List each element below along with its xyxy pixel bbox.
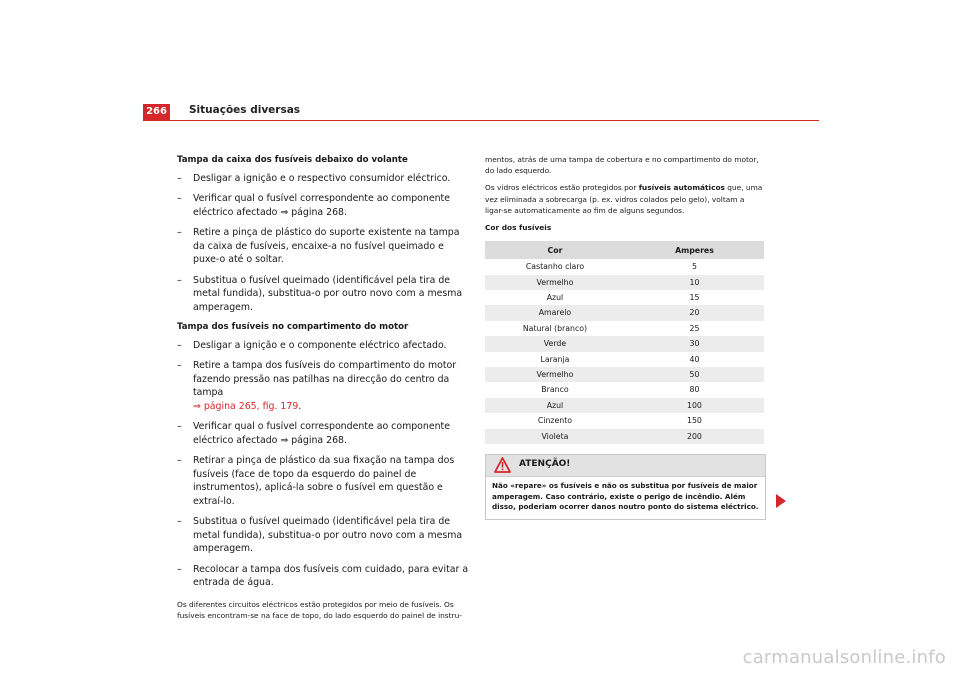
table-row — [485, 352, 764, 367]
step-item — [177, 172, 469, 186]
step-text: Verificar qual o fusível correspondente ao componente eléctrico afectado ⇒ página 268. — [193, 193, 450, 218]
step-text: Substitua o fusível queimado (identificável pela tira de metal fundida), substitua-o por outro novo com a mesma amperagem. — [193, 274, 463, 313]
fuse-note: Os diferentes circuitos eléctricos estão protegidos por meio de fusíveis. Os fusíveis encontram-se na face de topo, do lado esquerdo do painel de instru- — [177, 599, 462, 620]
table-row — [485, 382, 764, 397]
column-header-amperes: Amperes — [625, 241, 764, 259]
heading-fuse-box-engine: Tampa dos fusíveis no compartimento do motor — [177, 322, 409, 332]
step-item — [177, 339, 469, 353]
fuse-amperes-cell: 30 — [625, 336, 764, 351]
warning-header — [486, 455, 765, 477]
warning-text: Não «repare» os fusíveis e não os substitua por fusíveis de maior amperagem. Caso contrário, existe o perigo de incêndio. Além disso, poderiam ocorrer danos noutro ponto do sistema eléctrico. — [492, 480, 759, 512]
step-text: Desligar a ignição e o componente eléctrico afectado. — [193, 339, 447, 351]
step-text: Retirar a pinça de plástico da sua fixação na tampa dos fusíveis (face de topo da esquerdo do painel de instrumentos), aplicá-la sobre o fusível em questão e extraí-lo. — [193, 455, 455, 507]
table-row — [485, 305, 764, 320]
table-row — [485, 321, 764, 336]
step-text: Retire a pinça de plástico do suporte existente na tampa da caixa de fusíveis, encaixe-a no fusível queimado e puxe-o até o soltar. — [193, 227, 460, 265]
fuse-color-cell: Castanho claro — [525, 262, 585, 272]
bullet-dash: – — [177, 421, 182, 432]
auto-fuse-paragraph — [485, 182, 765, 216]
table-row — [485, 336, 764, 351]
bullet-dash: – — [177, 339, 182, 351]
table-row — [485, 367, 764, 382]
step-text: Recolocar a tampa dos fusíveis com cuidado, para evitar a entrada de água. — [193, 563, 469, 588]
left-column — [177, 154, 469, 621]
step-item — [177, 454, 469, 508]
continued-paragraph: mentos, atrás de uma tampa de cobertura e no compartimento do motor, do lado esquerdo. — [485, 155, 759, 176]
fuse-color-table — [485, 241, 764, 444]
fuse-color-cell: Violeta — [485, 429, 625, 444]
step-item — [177, 192, 469, 219]
step-item — [177, 563, 469, 590]
fuse-amperes-cell: 25 — [689, 323, 700, 333]
warning-title: ATENÇÃO! — [519, 458, 571, 469]
paragraph-bold-term: fusíveis automáticos — [638, 183, 725, 193]
fuse-color-cell: Vermelho — [485, 367, 625, 382]
bullet-dash: – — [177, 274, 182, 286]
bullet-dash: – — [177, 227, 182, 238]
table-row — [485, 290, 764, 305]
fuse-table-body — [485, 259, 764, 444]
heading-fuse-box-under-wheel: Tampa da caixa dos fusíveis debaixo do volante — [177, 155, 408, 165]
paragraph-text: que, uma vez eliminada a sobrecarga (p. ex. vidros colados pelo gelo), voltam a ligar-se automaticamente ao fim de alguns segundos. — [485, 183, 763, 215]
fuse-color-cell: Branco — [541, 385, 569, 395]
bullet-dash: – — [177, 455, 182, 466]
step-text-end: . — [298, 400, 302, 412]
fuse-amperes-cell: 10 — [625, 275, 764, 290]
fuse-color-heading: Cor dos fusíveis — [485, 223, 552, 233]
page-section-title: Situações diversas — [189, 104, 301, 116]
table-header-row — [485, 241, 764, 259]
fuse-amperes-cell: 80 — [689, 385, 700, 395]
table-row — [485, 259, 764, 274]
step-item — [177, 274, 469, 315]
fuse-color-cell: Amarelo — [485, 305, 625, 320]
fuse-color-cell: Azul — [546, 293, 564, 303]
bullet-dash: – — [177, 360, 182, 371]
page-number: 266 — [143, 104, 170, 120]
bullet-dash: – — [177, 193, 182, 204]
fuse-amperes-cell: 50 — [625, 367, 764, 382]
bullet-dash: – — [177, 516, 182, 527]
step-item — [177, 226, 469, 267]
fuse-amperes-cell: 100 — [625, 398, 764, 413]
warning-triangle-icon — [494, 457, 511, 473]
step-text: Substitua o fusível queimado (identificável pela tira de metal fundida), substitua-o por outro novo com a mesma amperagem. — [193, 516, 463, 554]
fuse-amperes-cell: 200 — [625, 429, 764, 444]
right-column — [485, 154, 765, 520]
fuse-amperes-cell: 5 — [691, 262, 697, 272]
next-page-arrow-icon[interactable] — [776, 494, 786, 508]
step-item — [177, 420, 469, 447]
fuse-color-cell: Verde — [485, 336, 625, 351]
table-row — [485, 398, 764, 413]
page-reference-link[interactable]: ⇒ página 265, fig. 179 — [193, 400, 299, 412]
step-text: Retire a tampa dos fusíveis do compartimento do motor fazendo pressão nas patilhas na direcção do centro da tampa — [193, 360, 457, 398]
fuse-amperes-cell: 40 — [689, 354, 700, 364]
warning-box — [485, 454, 766, 520]
table-row — [485, 275, 764, 290]
fuse-amperes-cell: 15 — [689, 293, 700, 303]
fuse-amperes-cell: 20 — [625, 305, 764, 320]
fuse-color-cell: Natural (branco) — [522, 323, 588, 333]
step-text: Verificar qual o fusível correspondente ao componente eléctrico afectado ⇒ página 268. — [193, 421, 450, 446]
table-row — [485, 413, 764, 428]
bullet-dash: – — [177, 172, 182, 184]
fuse-amperes-cell: 150 — [687, 416, 702, 426]
paragraph-text: Os vidros eléctricos estão protegidos por — [485, 183, 639, 193]
step-item — [177, 359, 469, 413]
header-divider — [143, 120, 819, 121]
step-item — [177, 515, 469, 556]
watermark: carmanualsonline.info — [742, 647, 946, 668]
fuse-color-cell: Laranja — [540, 354, 570, 364]
bullet-dash: – — [177, 563, 182, 575]
fuse-color-cell: Azul — [485, 398, 625, 413]
fuse-color-cell: Cinzento — [537, 416, 573, 426]
fuse-color-cell: Vermelho — [485, 275, 625, 290]
table-row — [485, 429, 764, 444]
step-text: Desligar a ignição e o respectivo consumidor eléctrico. — [193, 172, 451, 184]
column-header-color: Cor — [485, 241, 625, 259]
